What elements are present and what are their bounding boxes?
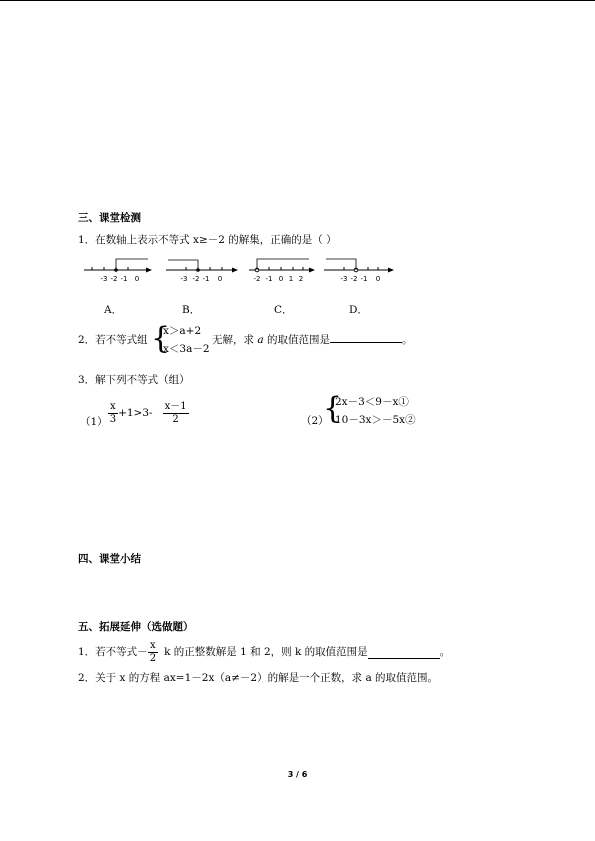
s5-q1 [78,637,450,667]
axis-c-label-1: -1 [265,275,273,283]
s5-q1-answer-blank[interactable] [368,646,440,659]
q2-prefix: 2．若不等式组 [78,334,148,346]
number-line-c [247,254,317,284]
axis-a-label-1: -2 [110,275,118,283]
axis-d-label-3: 0 [375,275,381,283]
axis-b-label-2: -1 [202,275,210,283]
q2-answer-blank[interactable] [330,342,402,343]
option-b: B． [182,304,201,316]
page-top-border [0,0,595,1]
q2-end: 。 [401,334,413,346]
axis-d-label-0: -3 [340,275,348,283]
section-3-heading: 三、课堂检测 [78,212,141,224]
option-d: D． [349,304,368,316]
q3-p1-frac2 [163,401,189,426]
axis-c-label-2: 0 [278,275,284,283]
s5-frac-num: x [148,640,158,653]
q3-p1-label: （1） [80,415,108,428]
q3-title: 3．解下列不等式（组） [78,374,190,386]
axis-a-label-3: 0 [134,275,140,283]
q3-p2-line2: 10－3x＞－5x② [335,414,416,426]
axis-d-label-1: -2 [350,275,358,283]
axis-c-label-3: 1 [288,275,294,283]
q2-suffix-b: 的取值范围是 [266,334,330,346]
frac1-num: x [108,401,118,414]
axis-a-label-2: -1 [120,275,128,283]
frac2-den: 2 [172,413,179,425]
option-c: C． [274,304,293,316]
q2-line1: x＞a+2 [163,325,202,337]
axis-c-label-0: -2 [253,275,261,283]
s5-q1-frac [148,640,158,665]
section-4-heading: 四、课堂小结 [78,553,141,565]
frac1-den: 3 [109,413,117,425]
s5-q1-suffix: k 的正整数解是 1 和 2，则 k 的取值范围是 [164,645,368,658]
axis-b-label-1: -2 [192,275,200,283]
axis-b-label-3: 0 [217,275,223,283]
s5-frac-den: 2 [149,652,157,664]
page-number: 3 / 6 [287,770,308,779]
q1-text: 1．在数轴上表示不等式 x≥－2 的解集，正确的是（ ） [78,234,337,246]
s5-q1-prefix: 1．若不等式－ [78,645,148,658]
q3-p2-line1: 2x－3＜9－x① [335,396,409,408]
q3-p1-middle: +1>3- [118,406,153,419]
q3-p1-frac1 [108,401,118,426]
axis-b-label-0: -3 [180,275,188,283]
q2-var: a [257,334,264,346]
option-a: A． [104,304,123,316]
number-line-a [82,254,154,284]
number-line-b [164,254,240,284]
q3-part1 [80,398,189,428]
frac2-num: x－1 [164,400,187,412]
axis-a-label-0: -3 [100,275,108,283]
section-5-heading: 五、拓展延伸（选做题） [78,621,194,633]
s5-q1-end: 。 [439,645,451,658]
system-brace: { [151,321,171,356]
system-brace-2: { [323,391,343,426]
q3-p2-label: （2） [301,415,329,427]
axis-c-label-4: 2 [298,275,304,283]
q2-tail [212,335,412,346]
s5-q2: 2．关于 x 的方程 ax=1－2x（a≠－2）的解是一个正数，求 a 的取值范围。 [78,672,439,684]
q2-suffix-a: 无解，求 [212,334,254,346]
q2-line2: x＜3a－2 [163,343,210,355]
number-line-d [322,254,396,284]
axis-d-label-2: -1 [360,275,368,283]
